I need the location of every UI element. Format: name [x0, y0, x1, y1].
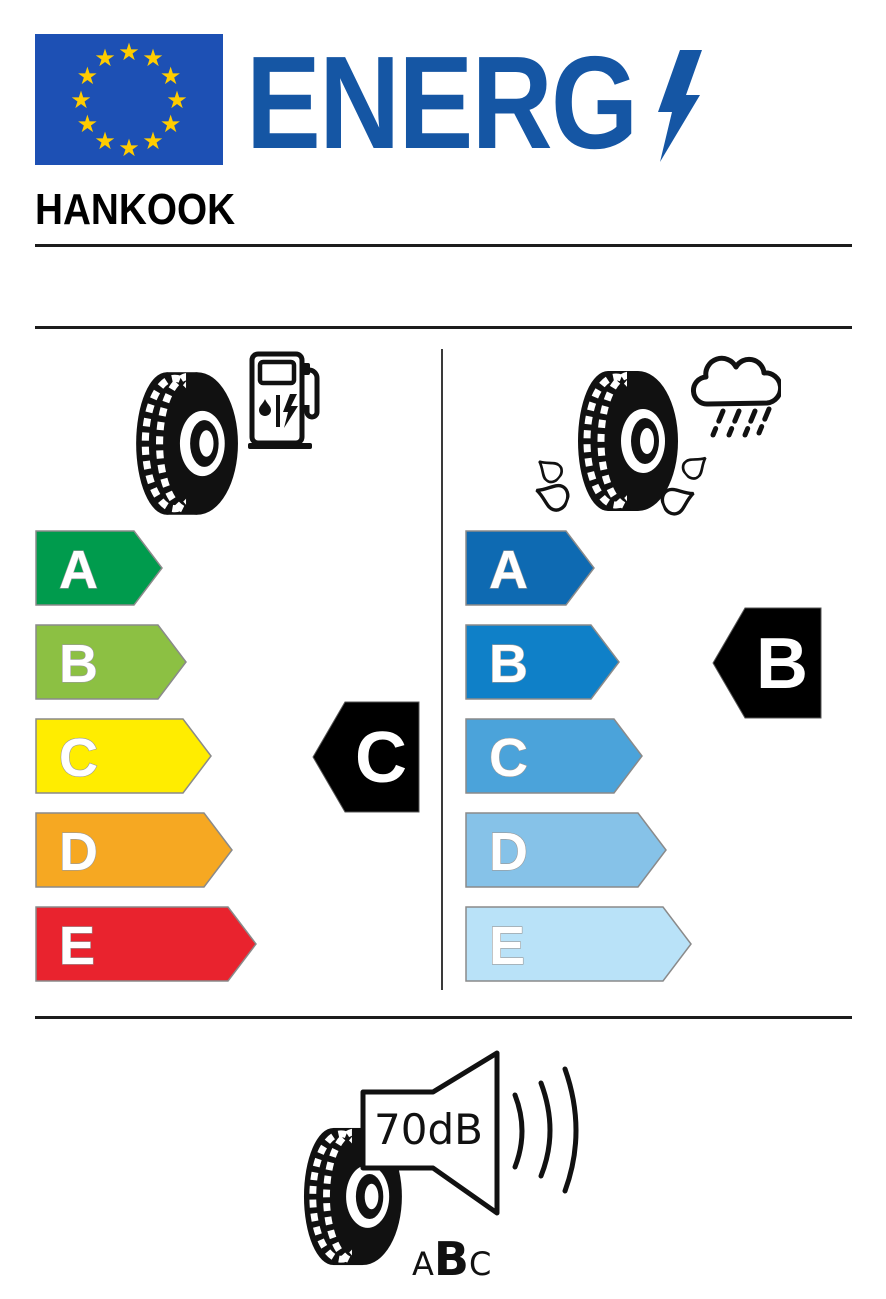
- grade-letter: E: [489, 916, 526, 976]
- grade-arrow-wet-e: [465, 906, 692, 982]
- svg-text:★: ★: [166, 87, 188, 114]
- grade-letter: D: [489, 822, 528, 882]
- grade-arrow-wet-c: [465, 718, 643, 794]
- sound-wave-icon: [515, 1069, 576, 1191]
- grade-letter: C: [489, 728, 528, 788]
- grade-letter: A: [489, 540, 528, 600]
- svg-text:★: ★: [118, 135, 140, 162]
- svg-text:★: ★: [76, 63, 99, 90]
- energ-logo-text: ENERG: [246, 29, 637, 176]
- grade-letter: E: [59, 916, 96, 976]
- grade-letter: B: [59, 634, 98, 694]
- svg-text:★: ★: [94, 45, 116, 72]
- svg-text:★: ★: [159, 63, 182, 90]
- fuel-pump-icon: [248, 350, 322, 452]
- speaker-icon: [353, 1043, 593, 1223]
- noise-class-b: B: [433, 1232, 469, 1286]
- svg-text:★: ★: [142, 45, 164, 72]
- grade-letter: C: [59, 728, 98, 788]
- svg-text:★: ★: [76, 111, 99, 138]
- noise-value: 70dB: [374, 1105, 483, 1154]
- rating-letter: C: [355, 718, 407, 798]
- grade-arrow-fuel-c: [35, 718, 212, 794]
- rating-indicator-wet: [712, 607, 822, 719]
- grade-letter: A: [59, 540, 98, 600]
- grade-arrow-fuel-d: [35, 812, 233, 888]
- grade-arrow-wet-a: [465, 530, 595, 606]
- eu-flag: [35, 34, 223, 165]
- grade-letter: B: [489, 634, 528, 694]
- grade-arrow-fuel-a: [35, 530, 163, 606]
- grade-arrow-fuel-b: [35, 624, 187, 700]
- svg-text:★: ★: [70, 87, 92, 114]
- fuel-tire-icon: [128, 370, 240, 518]
- grade-arrow-wet-d: [465, 812, 667, 888]
- noise-class-c: C: [468, 1245, 492, 1283]
- svg-text:★: ★: [94, 128, 116, 155]
- noise-class-scale: [412, 1232, 491, 1286]
- grade-letter: D: [59, 822, 98, 882]
- svg-text:★: ★: [142, 128, 164, 155]
- rating-letter: B: [756, 624, 808, 704]
- separator-line-2: [35, 326, 852, 329]
- svg-text:★: ★: [118, 39, 140, 66]
- rating-indicator-fuel: [312, 701, 420, 813]
- brand-name: HANKOOK: [35, 185, 236, 234]
- section-divider: [441, 349, 443, 990]
- grade-arrow-fuel-e: [35, 906, 257, 982]
- rain-cloud-icon: [683, 347, 781, 439]
- noise-class-a: A: [412, 1245, 434, 1283]
- separator-line-3: [35, 1016, 852, 1019]
- svg-text:★: ★: [159, 111, 182, 138]
- separator-line-1: [35, 244, 852, 247]
- energy-bolt-icon: [650, 50, 704, 162]
- grade-arrow-wet-b: [465, 624, 620, 700]
